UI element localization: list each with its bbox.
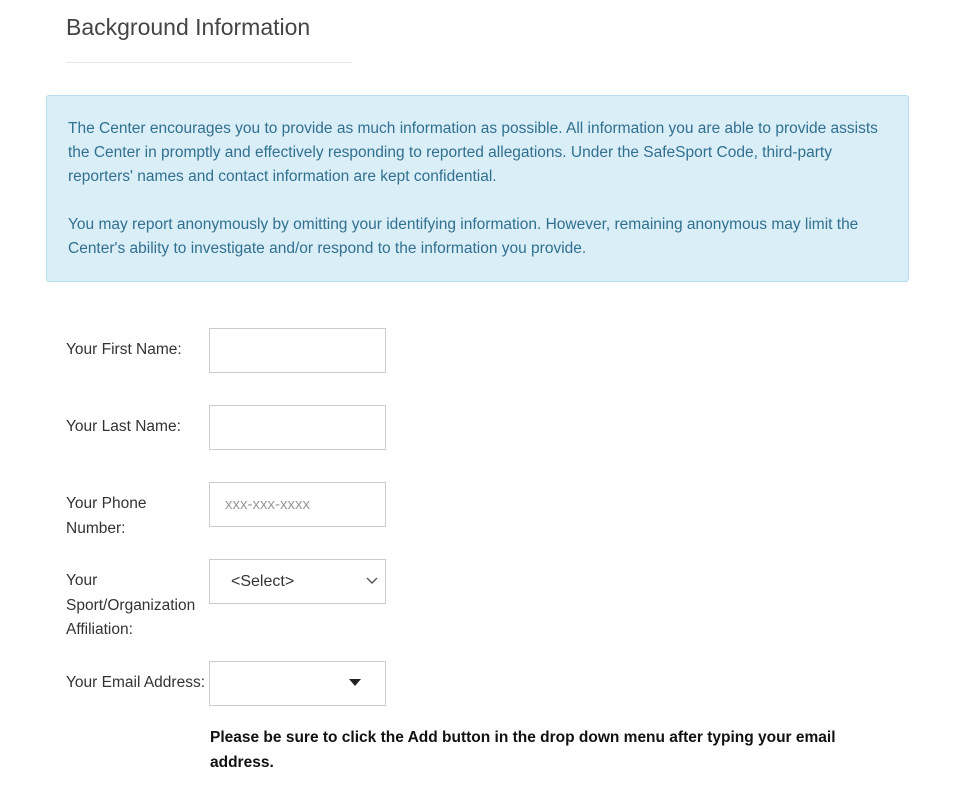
info-alert [46,95,909,282]
affiliation-label: Your Sport/Organization Affiliation: [66,572,196,638]
info-paragraph-1: The Center encourages you to provide as much information as possible. All information you are able to provide assists the Center in promptly and effectively responding to reported allegations. Under the SafeSport Code, third-party reporters' names and contact information are kept confidential. [68,120,878,185]
first-name-input[interactable] [209,328,386,373]
email-combobox[interactable] [209,661,386,706]
first-name-label: Your First Name: [66,341,182,358]
title-divider [66,62,352,63]
phone-input[interactable] [209,482,386,527]
info-paragraph-2: You may report anonymously by omitting your identifying information. However, remaining anonymous may limit the Center's ability to investigate and/or respond to the information you provide. [68,216,859,257]
last-name-input[interactable] [209,405,386,450]
email-label: Your Email Address: [66,674,206,691]
email-add-note: Please be sure to click the Add button in the drop down menu after typing your email address. [210,729,836,771]
last-name-label: Your Last Name: [66,418,181,435]
section-title: Background Information [66,14,311,40]
affiliation-select[interactable] [209,559,386,604]
caret-down-icon[interactable] [349,679,361,686]
affiliation-selected-value: <Select> [231,572,295,590]
phone-label: Your Phone Number: [66,495,147,537]
chevron-down-icon [365,573,379,587]
